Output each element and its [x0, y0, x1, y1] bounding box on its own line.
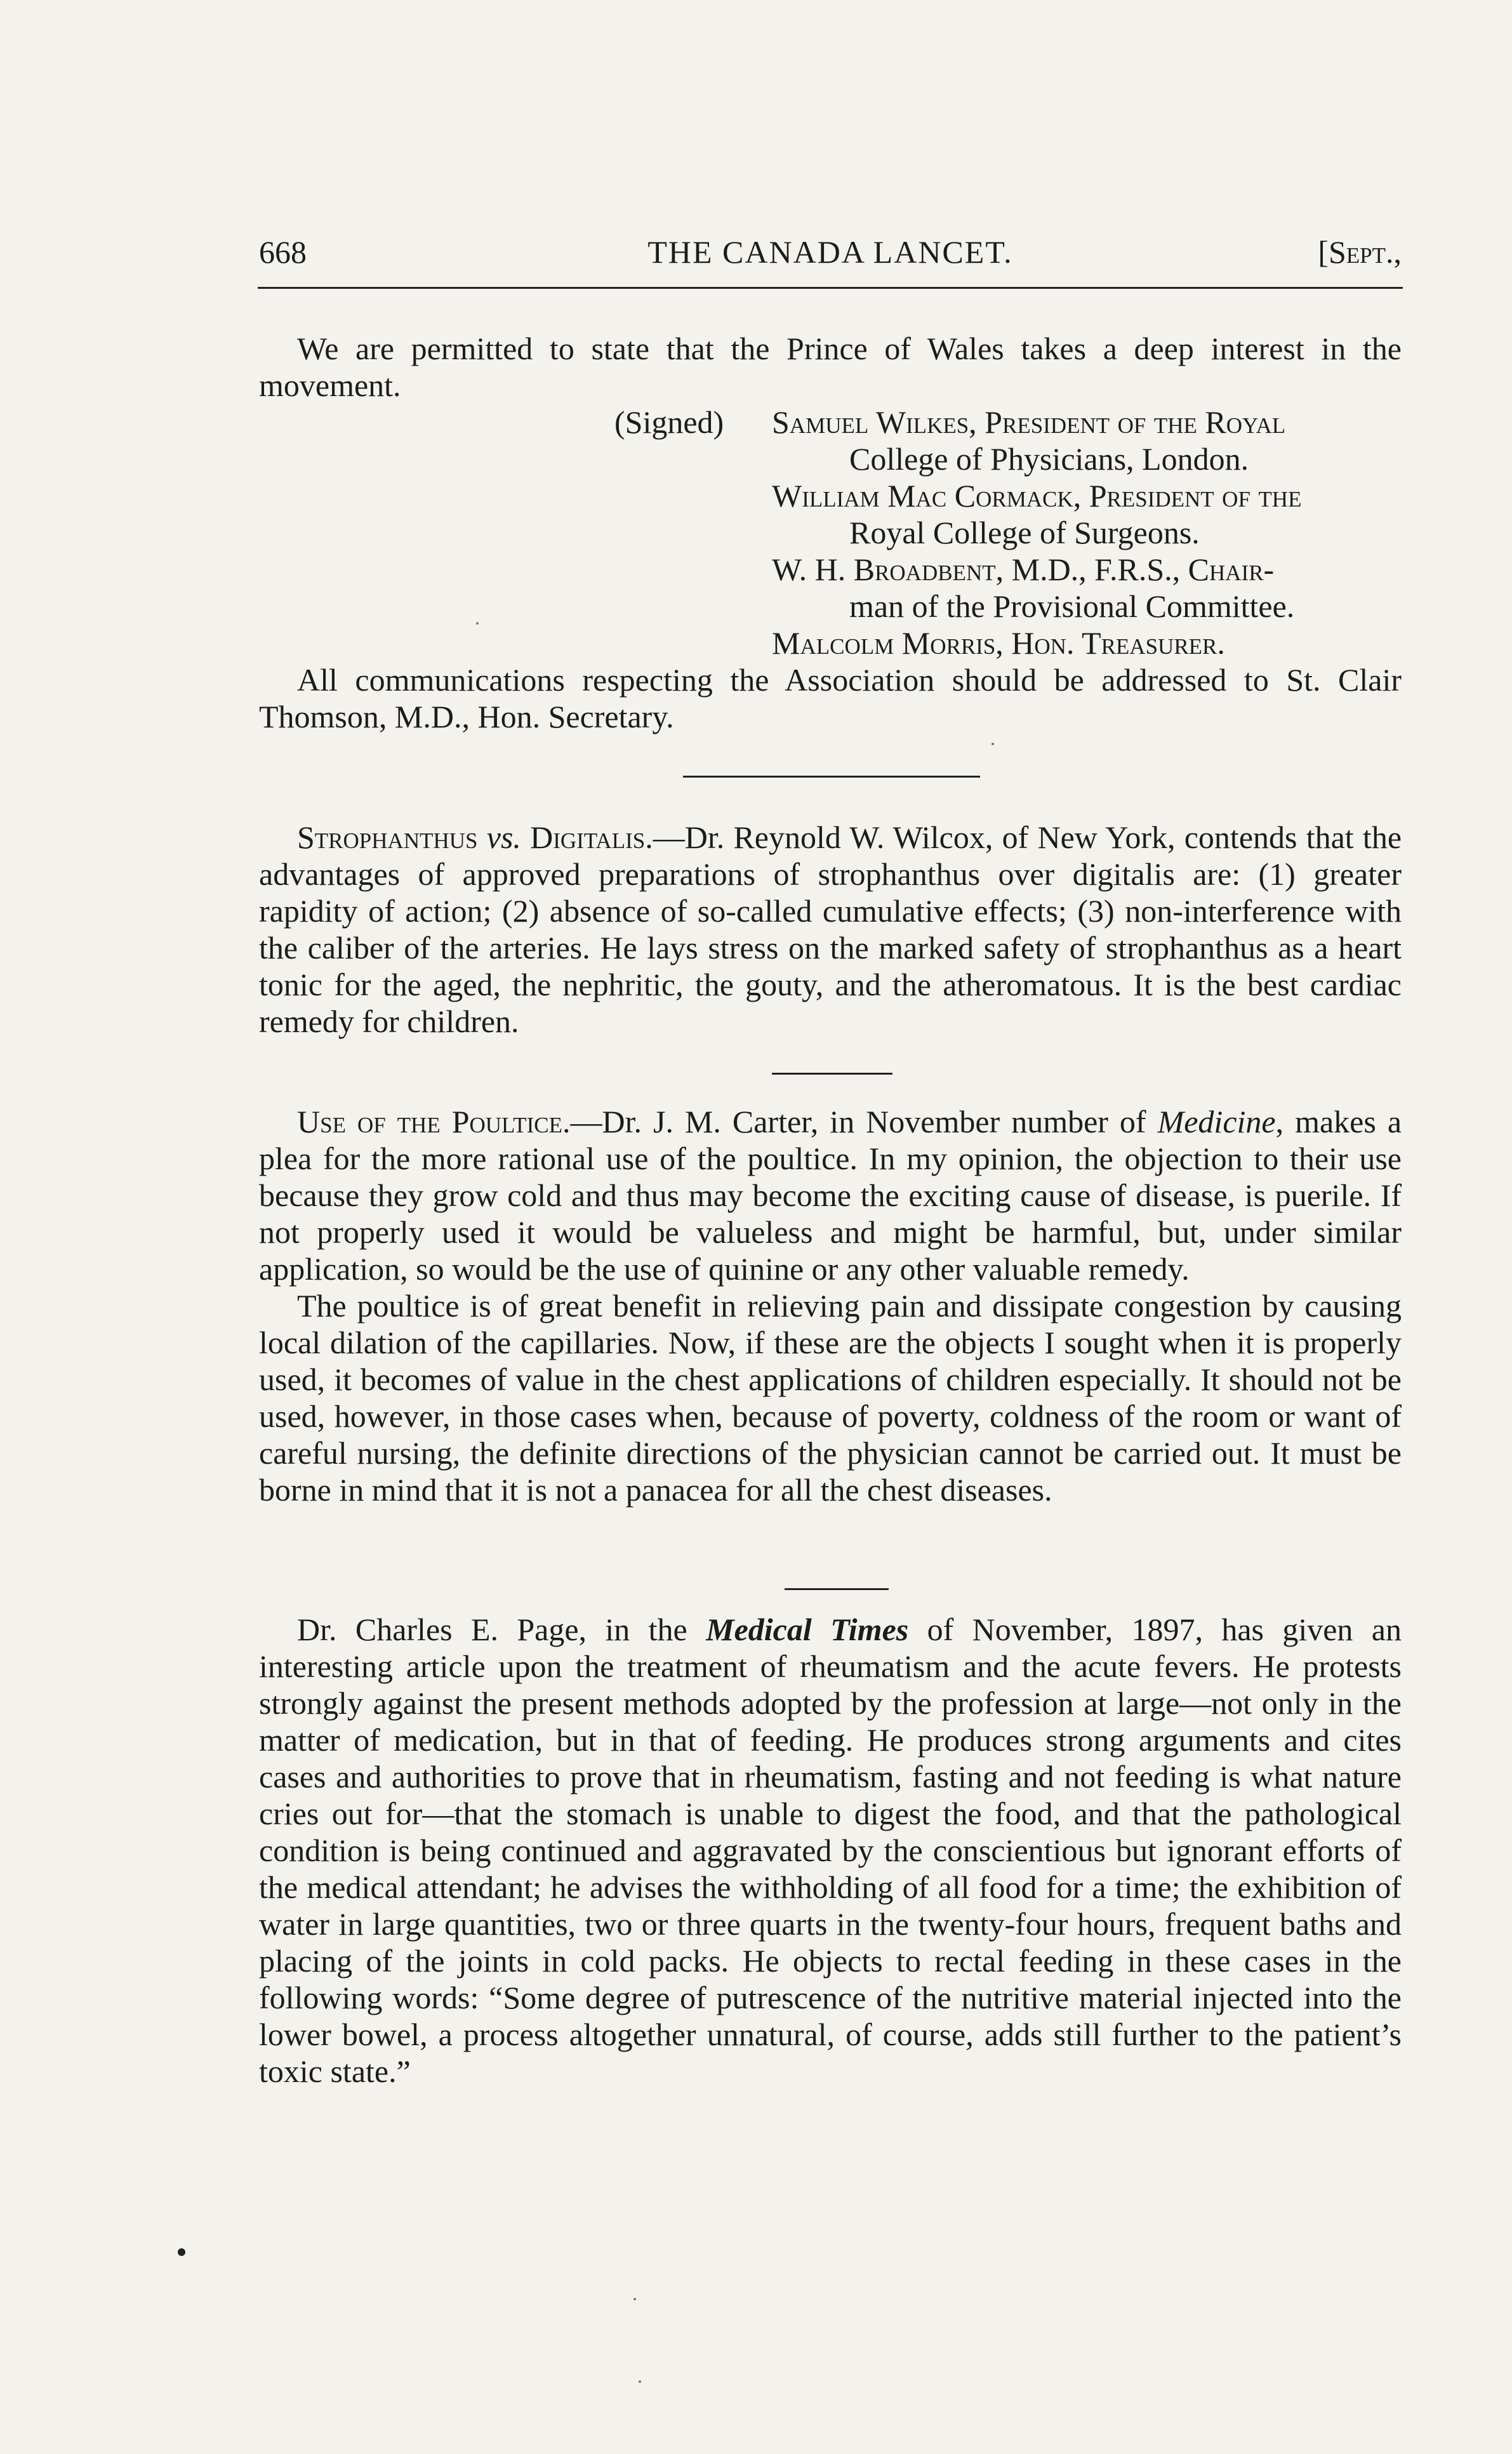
journal-name: Medicine: [1157, 1104, 1276, 1139]
print-speck: [991, 743, 994, 745]
section-divider: [772, 1073, 892, 1075]
signatory-row: [259, 441, 1402, 477]
association-notice: [259, 330, 1402, 735]
issue-month: [Sept.,: [1318, 234, 1402, 270]
signatory-row: [259, 625, 1402, 661]
article-body: Dr. Charles E. Page, in the: [297, 1612, 687, 1647]
article-body: of November, 1897, has given an interesting article upon the treatment of rheumatism and the acute fevers. He protests strongly against the present methods adopted by the profession at large—not only in the matter of medication, but in that of feeding. He produces strong arguments and cites cases and authorities to prove that in rheumatism, fasting and not feeding is what nature cries out for—that the stomach is unable to digest the food, and that the pathological condition is being continued and aggravated by the conscientious but ignorant efforts of the medical attendant; he advises the withholding of all food for a time; the exhibition of water in large quantities, two or three quarts in the twenty-four hours, frequent baths and placing of the joints in cold packs. He objects to rectal feeding in these cases in the following words: “Some degree of putrescence of the nutritive material injected into the lower bowel, a process altogether unnatural, of course, adds still further to the patient’s toxic state.”: [259, 1612, 1402, 2089]
signed-label: (Signed): [614, 404, 724, 440]
article-paragraph: [259, 819, 1402, 1040]
article-paragraph: [259, 1103, 1402, 1287]
article-heading-vs: vs.: [486, 819, 521, 855]
notice-intro: We are permitted to state that the Prince of Wales takes a deep interest in the movement.: [259, 331, 1402, 403]
signatory-line: W. H. Broadbent, M.D., F.R.S., Chair-: [772, 552, 1275, 587]
article-paragraph: The poultice is of great benefit in relieving pain and dissipate congestion by causing local dilation of the capillaries. Now, if these are the objects I sought when it is properly used, it becomes of value in the chest applications of children especially. It should not be used, however, in those cases when, because of poverty, coldness of the room or want of careful nursing, the definite directions of the physician cannot be carried out. It must be borne in mind that it is not a panacea for all the chest diseases.: [259, 1288, 1402, 1508]
signatory-line: Samuel Wilkes, President of the Royal: [772, 404, 1286, 440]
header-rule: [258, 287, 1403, 289]
signatory-row: [259, 477, 1402, 514]
section-divider: [683, 776, 980, 778]
signatory-line: William Mac Cormack, President of the: [772, 478, 1302, 514]
signatory-line: man of the Provisional Committee.: [849, 588, 1295, 624]
signatory-row: [259, 404, 1402, 441]
print-speck: [633, 2298, 636, 2300]
margin-mark: [178, 2248, 185, 2256]
signatory-line: Royal College of Surgeons.: [849, 515, 1200, 550]
article-body: , makes a plea for the more rational use of the poultice. In my opinion, the objection to their use because they grow cold and thus may become the exciting cause of disease, is puerile. If not properly used it would be valueless and might be harmful, but, under similar application, so would be the use of quinine or any other valuable remedy.: [259, 1104, 1402, 1287]
signatory-line: College of Physicians, London.: [849, 441, 1249, 477]
article-heading: Use of the Poultice.: [297, 1104, 571, 1139]
journal-name: Medical Times: [706, 1612, 909, 1647]
strophanthus-article: [259, 819, 1402, 1040]
journal-title: THE CANADA LANCET.: [647, 234, 1013, 270]
poultice-article: [259, 1103, 1402, 1508]
article-heading: Digitalis.: [530, 819, 653, 855]
section-divider: [785, 1588, 889, 1590]
running-header: [259, 230, 1402, 274]
page-number: 668: [259, 234, 307, 270]
page-article: [259, 1611, 1402, 2090]
signatory-row: [259, 588, 1402, 625]
signatory-row: [259, 514, 1402, 551]
article-paragraph: [259, 1611, 1402, 2090]
print-speck: [476, 622, 479, 625]
article-heading: Strophanthus: [297, 819, 478, 855]
signatory-line: Malcolm Morris, Hon. Treasurer.: [772, 625, 1225, 661]
signatory-row: [259, 551, 1402, 588]
article-body: —Dr. J. M. Carter, in November number of: [570, 1104, 1146, 1139]
print-speck: [639, 2380, 641, 2383]
notice-closing: All communications respecting the Association should be addressed to St. Clair Thomson, M.D., Hon. Secretary.: [259, 662, 1402, 734]
article-body: —Dr. Reynold W. Wilcox, of New York, contends that the advantages of approved preparations of strophanthus over digitalis are: (1) greater rapidity of action; (2) absence of so-called cumulative effects; (3) non-interference with the caliber of the arteries. He lays stress on the marked safety of strophanthus as a heart tonic for the aged, the nephritic, the gouty, and the atheromatous. It is the best cardiac remedy for children.: [259, 819, 1402, 1039]
